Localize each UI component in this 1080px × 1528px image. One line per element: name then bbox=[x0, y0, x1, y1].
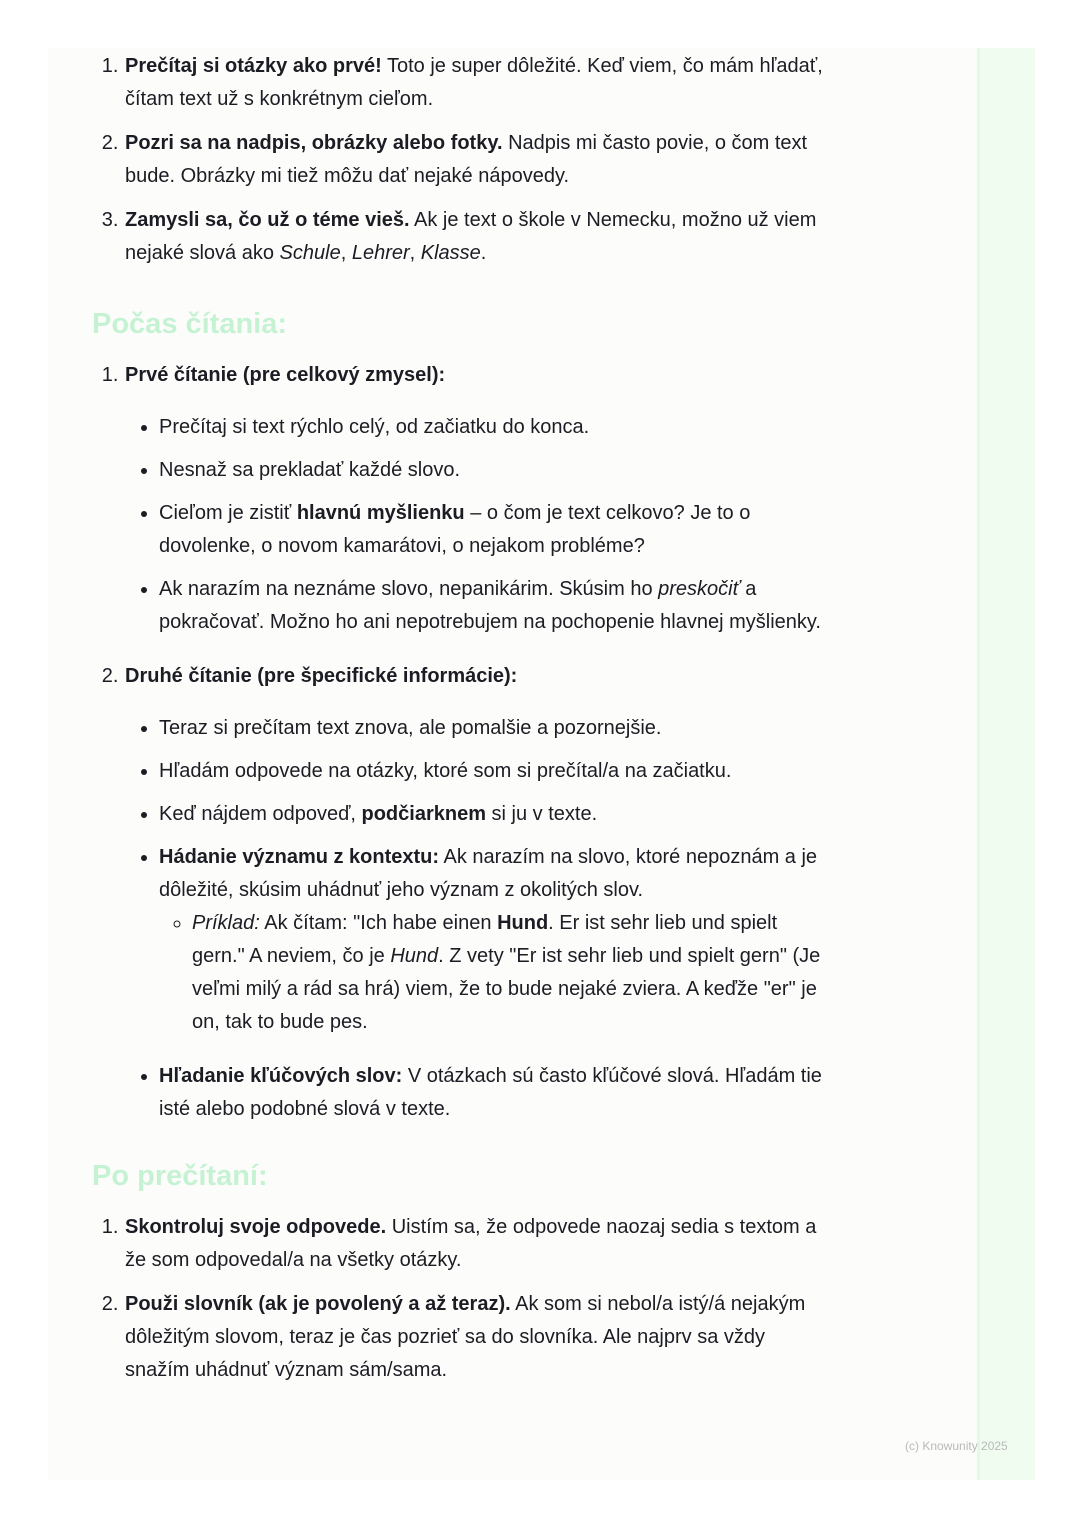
list-item: • Hádanie významu z kontextu: Ak narazím na slovo, ktoré nepoznám a je dôležité, skúsim uhádnuť jeho význam z okolitých slov. ◦ Príklad: Ak čítam: "Ich habe einen Hund. Er ist sehr lieb und spielt gern." A neviem, čo je Hund. Z vety "Er ist sehr lieb und spielt gern" (Je veľmi milý a rád sa hrá) viem, že to bude nejaké zviera. A keďže "er" je on, tak to bude pes. bbox=[159, 841, 832, 1039]
list-item-second-reading bbox=[124, 660, 832, 1126]
during-list bbox=[92, 359, 832, 1126]
list-item: 1. Skontroluj svoje odpovede. Uistím sa, že odpovede naozaj sedia s textom a že som odpovedal/a na všetky otázky. bbox=[124, 1211, 832, 1277]
first-reading-title: Prvé čítanie (pre celkový zmysel): bbox=[125, 364, 446, 386]
list-item: • Keď nájdem odpoveď, podčiarknem si ju v texte. bbox=[159, 798, 832, 831]
copyright-footer: (c) Knowunity 2025 bbox=[905, 1439, 1008, 1453]
list-item: 2. Pozri sa na nadpis, obrázky alebo fotky. Nadpis mi často povie, o čom text bude. Obrázky mi tiež môžu dať nejaké nápovedy. bbox=[124, 127, 832, 193]
intro-list bbox=[92, 50, 832, 270]
second-reading-title: Druhé čítanie (pre špecifické informácie): bbox=[125, 665, 518, 687]
example-sublist bbox=[159, 907, 832, 1039]
list-item-first-reading bbox=[124, 359, 832, 639]
second-reading-bullets bbox=[125, 712, 832, 1126]
list-item: • Cieľom je zistiť hlavnú myšlienku – o čom je text celkovo? Je to o dovolenke, o novom kamarátovi, o nejakom probléme? bbox=[159, 497, 832, 563]
page-side-stripe bbox=[977, 48, 1035, 1480]
list-item: • Prečítaj si text rýchlo celý, od začiatku do konca. bbox=[159, 411, 832, 444]
list-item: • Ak narazím na neznáme slovo, nepanikárim. Skúsim ho preskočiť a pokračovať. Možno ho ani nepotrebujem na pochopenie hlavnej myšlienky. bbox=[159, 573, 832, 639]
list-item: 1. Prečítaj si otázky ako prvé! Toto je super dôležité. Keď viem, čo mám hľadať, čítam text už s konkrétnym cieľom. bbox=[124, 50, 832, 116]
list-item: 2. Použi slovník (ak je povolený a až teraz). Ak som si nebol/a istý/á nejakým dôležitým slovom, teraz je čas pozrieť sa do slovníka. Ale najprv sa vždy snažím uhádnuť význam sám/sama. bbox=[124, 1288, 832, 1387]
after-list bbox=[92, 1211, 832, 1387]
section-heading-during: Počas čítania: bbox=[92, 308, 288, 340]
list-item: • Hľadanie kľúčových slov: V otázkach sú často kľúčové slová. Hľadám tie isté alebo podobné slová v texte. bbox=[159, 1060, 832, 1126]
list-item: • Hľadám odpovede na otázky, ktoré som si prečítal/a na začiatku. bbox=[159, 755, 832, 788]
list-item: 3. Zamysli sa, čo už o téme vieš. Ak je text o škole v Nemecku, možno už viem nejaké slová ako Schule, Lehrer, Klasse. bbox=[124, 204, 832, 270]
list-item: • Teraz si prečítam text znova, ale pomalšie a pozornejšie. bbox=[159, 712, 832, 745]
example-item: ◦ Príklad: Ak čítam: "Ich habe einen Hund. Er ist sehr lieb und spielt gern." A neviem, čo je Hund. Z vety "Er ist sehr lieb und spielt gern" (Je veľmi milý a rád sa hrá) viem, že to bude nejaké zviera. A keďže "er" je on, tak to bude pes. bbox=[192, 907, 832, 1039]
list-item: • Nesnaž sa prekladať každé slovo. bbox=[159, 454, 832, 487]
document-content bbox=[92, 50, 832, 1387]
section-heading-after: Po prečítaní: bbox=[92, 1160, 268, 1192]
first-reading-bullets bbox=[125, 411, 832, 639]
